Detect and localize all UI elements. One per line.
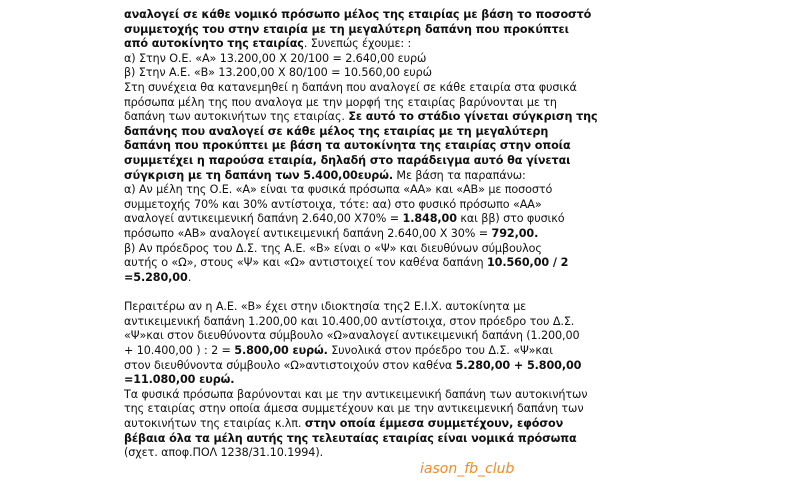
- text-run: αντικειμενική δαπάνη 1.200,00 και 10.400,00 αντίστοιχα, στον πρόεδρο του Δ.Σ.: [124, 314, 575, 328]
- text-line: [124, 139, 654, 154]
- text-line: [124, 110, 654, 125]
- text-run: «Ψ»και στον διευθύνοντα σύμβουλο «Ω»αναλογεί αντικειμενική δαπάνη (1.200,00: [124, 329, 580, 343]
- text-run: α) Στην Ο.Ε. «Α» 13.200,00 Χ 20/100 = 2.640,00 ευρώ: [124, 51, 427, 65]
- text-line: [124, 373, 654, 388]
- text-run: + 10.400,00 ) : 2 =: [124, 344, 235, 358]
- bold-text-run: δαπάνης που αναλογεί σε κάθε μέλος της εταιρίας με τη μεγαλύτερη: [124, 124, 549, 138]
- text-line: [124, 23, 654, 38]
- text-run: Τα φυσικά πρόσωπα βαρύνονται και με την αντικειμενική δαπάνη των αυτοκινήτων: [124, 387, 588, 401]
- text-run: αυτοκινήτων της εταιρίας κ.λπ.: [124, 417, 305, 431]
- paragraph-gap: [124, 285, 654, 300]
- text-line: [124, 212, 654, 227]
- text-line: [124, 8, 654, 23]
- bold-text-run: αναλογεί σε κάθε νομικό πρόσωπο μέλος της εταιρίας με βάση το ποσοστό: [124, 8, 592, 21]
- bold-text-run: Σε αυτό το στάδιο γίνεται σύγκριση της: [348, 110, 598, 124]
- bold-text-run: στην οποία έμμεσα συμμετέχουν, εφόσον: [304, 417, 564, 431]
- text-run: πρόσωπα μέλη της που αναλογα με την μορφή της εταιρίας βαρύνονται με τη: [124, 95, 557, 109]
- text-run: .: [187, 270, 192, 284]
- text-line: [124, 242, 654, 257]
- text-line: [124, 315, 654, 330]
- text-line: [124, 344, 654, 359]
- text-run: Στη συνέχεια θα κατανεμηθεί η δαπάνη που αναλογεί σε κάθε εταιρία στα φυσικά: [124, 80, 577, 94]
- text-line: [124, 227, 654, 242]
- text-run: συμμετοχής 70% και 30% αντίστοιχα, τότε: αα) στο φυσικό πρόσωπο «ΑΑ»: [124, 197, 542, 211]
- bold-text-run: σύγκριση με τη δαπάνη των 5.400,00ευρώ.: [124, 168, 393, 182]
- text-run: (σχετ. αποφ.ΠΟΛ 1238/31.10.1994).: [124, 446, 324, 460]
- text-line: [124, 154, 654, 169]
- text-line: [124, 81, 654, 96]
- text-line: [124, 96, 654, 111]
- text-line: [124, 37, 654, 52]
- bold-text-run: 10.560,00 / 2: [486, 256, 569, 270]
- text-line: [124, 300, 654, 315]
- text-line: [124, 125, 654, 140]
- text-line: [124, 446, 654, 461]
- text-line: [124, 271, 654, 286]
- text-line: [124, 359, 654, 374]
- text-run: . Συνεπώς έχουμε: :: [303, 37, 412, 51]
- text-run: στον διευθύνοντα σύμβουλο «Ω»αντιστοιχούν στον καθένα: [124, 358, 456, 372]
- text-line: [124, 256, 654, 271]
- paragraph-two-cars-example: [124, 300, 654, 461]
- bold-text-run: =5.280,00: [124, 270, 188, 284]
- document-body: [124, 8, 654, 461]
- text-run: β) Αν πρόεδρος του Δ.Σ. της Α.Ε. «Β» είναι ο «Ψ» και διευθύνων σύμβουλος: [124, 241, 542, 255]
- text-line: [124, 52, 654, 67]
- text-run: πρόσωπο «ΑΒ» αναλογεί αντικειμενική δαπάνη 2.640,00 Χ 30% =: [124, 226, 492, 240]
- text-line: [124, 198, 654, 213]
- text-line: [124, 183, 654, 198]
- text-line: [124, 432, 654, 447]
- text-run: της εταιρίας στην οποία άμεσα συμμετέχουν και με την αντικειμενική δαπάνη των: [124, 402, 584, 416]
- text-run: αναλογεί αντικειμενική δαπάνη 2.640,00 Χ70% =: [124, 212, 403, 226]
- bold-text-run: =11.080,00 ευρώ.: [124, 373, 235, 387]
- bold-text-run: 5.280,00 + 5.800,00: [455, 358, 582, 372]
- bold-text-run: συμμετέχει η παρούσα εταιρία, δηλαδή στο παράδειγμα αυτό θα γίνεται: [124, 153, 571, 167]
- bold-text-run: δαπάνη που προκύπτει με βάση τα αυτοκίνητα της εταιρίας στην οποία: [124, 139, 571, 153]
- text-run: αυτής ο «Ω», στους «Ψ» και «Ω» αντιστοιχεί τον καθένα δαπάνη: [124, 256, 487, 270]
- text-run: Περαιτέρω αν η Α.Ε. «Β» έχει στην ιδιοκτησία της2 Ε.Ι.Χ. αυτοκίνητα με: [124, 300, 527, 314]
- text-run: Με βάση τα παραπάνω:: [392, 168, 526, 182]
- bold-text-run: 792,00.: [491, 226, 539, 240]
- text-run: δαπάνη των αυτοκινήτων της εταιρίας.: [124, 110, 349, 124]
- text-line: [124, 66, 654, 81]
- text-line: [124, 169, 654, 184]
- bold-text-run: από αυτοκίνητο της εταιρίας: [124, 37, 304, 51]
- bold-text-run: βέβαια όλα τα μέλη αυτής της τελευταίας εταιρίας είναι νομικά πρόσωπα: [124, 431, 577, 445]
- text-line: [124, 388, 654, 403]
- bold-text-run: 5.800,00 ευρώ.: [234, 344, 328, 358]
- text-run: α) Αν μέλη της Ο.Ε. «Α» είναι τα φυσικά πρόσωπα «ΑΑ» και «ΑΒ» με ποσοστό: [124, 183, 553, 197]
- watermark: iason_fb_club: [420, 461, 515, 477]
- paragraph-allocation-example: [124, 8, 654, 285]
- text-run: και ββ) στο φυσικό: [456, 212, 565, 226]
- text-line: [124, 402, 654, 417]
- text-line: [124, 417, 654, 432]
- text-run: β) Στην Α.Ε. «Β» 13.200,00 Χ 80/100 = 10.560,00 ευρώ: [124, 66, 432, 80]
- bold-text-run: συμμετοχής του στην εταιρία με τη μεγαλύτερη δαπάνη που προκύπτει: [124, 22, 569, 36]
- bold-text-run: 1.848,00: [402, 212, 457, 226]
- text-run: Συνολικά στον πρόεδρο του Δ.Σ. «Ψ»και: [327, 344, 553, 358]
- text-line: [124, 329, 654, 344]
